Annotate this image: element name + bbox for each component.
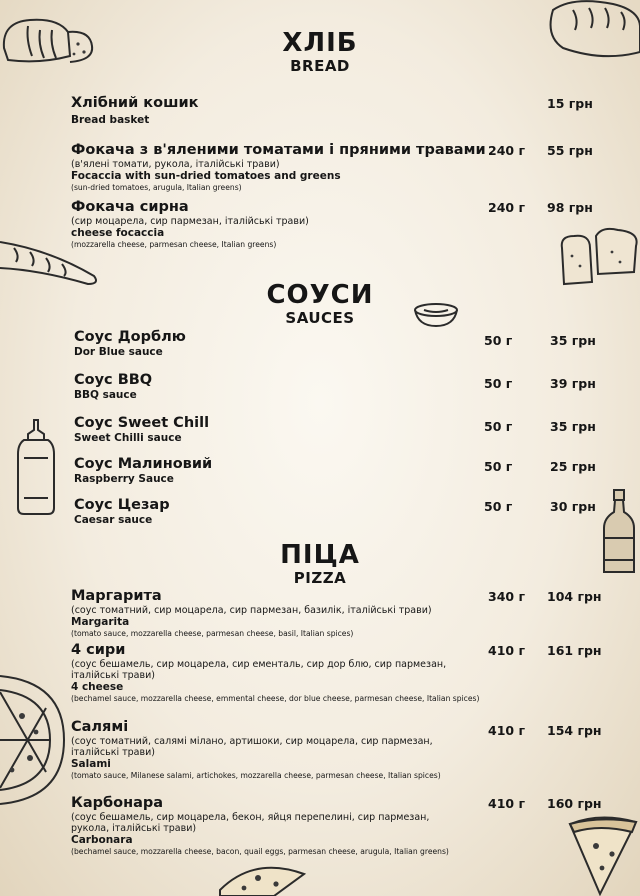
item-weight: 50 г <box>484 333 513 348</box>
item-price: 25 грн <box>550 459 596 474</box>
item-description: (соус бешамель, сир моцарела, бекон, яйця перепелині, сир пармезан, рукола, італійські трави) <box>71 812 430 834</box>
item-name-en: cheese focaccia <box>71 227 165 239</box>
section-title: ХЛІБ <box>282 28 358 58</box>
item-description: (в'ялені томати, рукола, італійські трави) <box>71 159 280 170</box>
menu-item <box>71 142 611 193</box>
item-weight: 50 г <box>484 419 513 434</box>
item-price: 98 грн <box>547 200 593 215</box>
item-description: (соус томатний, сир моцарела, сир пармезан, базилік, італійські трави) <box>71 605 432 616</box>
item-weight: 50 г <box>484 376 513 391</box>
item-price: 35 грн <box>550 333 596 348</box>
item-name-en: Bread basket <box>71 114 150 126</box>
item-name-en: 4 cheese <box>71 681 124 693</box>
section-subtitle: SAUCES <box>285 309 355 327</box>
item-name: Соус BBQ <box>74 372 153 388</box>
item-name-en: Dor Blue sauce <box>74 346 163 358</box>
item-name-en: Focaccia with sun-dried tomatoes and greens <box>71 170 341 182</box>
item-description-en: (bechamel sauce, mozzarella cheese, bacon, quail eggs, parmesan cheese, arugula, Italian greens) <box>71 847 449 856</box>
item-name: Карбонара <box>71 795 164 811</box>
menu-item <box>71 588 611 639</box>
section-heading-pizza <box>0 542 640 586</box>
menu-item <box>71 95 611 127</box>
item-name: Фокача сирна <box>71 199 189 215</box>
menu-item <box>71 199 611 250</box>
item-weight: 410 г <box>488 723 525 738</box>
item-name-en: Sweet Chilli sauce <box>74 432 182 444</box>
item-price: 39 грн <box>550 376 596 391</box>
item-name: 4 сири <box>71 642 126 658</box>
item-name: Соус Sweet Chill <box>74 415 210 431</box>
item-price: 55 грн <box>547 143 593 158</box>
item-description: (соус бешамель, сир моцарела, сир ементаль, сир дор блю, сир пармезан, італійські трави) <box>71 659 447 681</box>
item-name-en: Caesar sauce <box>74 514 153 526</box>
item-price: 161 грн <box>547 643 602 658</box>
item-name: Салямі <box>71 719 129 735</box>
item-description: (сир моцарела, сир пармезан, італійські трави) <box>71 216 309 227</box>
item-name-en: Margarita <box>71 616 130 628</box>
item-name: Маргарита <box>71 588 162 604</box>
item-price: 160 грн <box>547 796 602 811</box>
section-subtitle: PIZZA <box>293 569 347 587</box>
menu-item <box>74 329 604 358</box>
item-weight: 410 г <box>488 643 525 658</box>
menu-item <box>74 456 604 485</box>
section-subtitle: BREAD <box>290 57 350 75</box>
menu-item <box>71 642 611 704</box>
sauce-bottle-icon <box>14 418 58 518</box>
item-weight: 410 г <box>488 796 525 811</box>
section-title: СОУСИ <box>266 280 374 310</box>
pizza-icon <box>0 672 66 808</box>
item-name: Соус Малиновий <box>74 456 213 472</box>
item-name-en: Raspberry Sauce <box>74 473 174 485</box>
menu-item <box>74 415 604 444</box>
item-description: (соус томатний, салямі мілано, артишоки, сир моцарела, сир пармезан, італійські трави) <box>71 736 433 758</box>
item-name-en: BBQ sauce <box>74 389 137 401</box>
menu-item <box>71 795 611 857</box>
item-weight: 240 г <box>488 200 525 215</box>
item-name: Соус Дорблю <box>74 329 186 345</box>
item-price: 35 грн <box>550 419 596 434</box>
item-description-en: (tomato sauce, Milanese salami, artichokes, mozzarella cheese, parmesan cheese, Italian spices) <box>71 771 441 780</box>
item-name-en: Carbonara <box>71 834 133 846</box>
item-description-en: (tomato sauce, mozzarella cheese, parmesan cheese, basil, Italian spices) <box>71 629 354 638</box>
item-weight: 240 г <box>488 143 525 158</box>
item-price: 15 грн <box>547 96 593 111</box>
item-price: 154 грн <box>547 723 602 738</box>
menu-item <box>74 497 604 526</box>
menu-item <box>74 372 604 401</box>
item-name: Фокача з в'яленими томатами і пряними травами <box>71 142 486 158</box>
item-price: 30 грн <box>550 499 596 514</box>
item-name-en: Salami <box>71 758 111 770</box>
item-weight: 340 г <box>488 589 525 604</box>
section-heading-bread <box>0 30 640 74</box>
item-price: 104 грн <box>547 589 602 604</box>
item-description-en: (mozzarella cheese, parmesan cheese, Italian greens) <box>71 240 277 249</box>
section-heading-sauces <box>0 282 640 326</box>
section-title: ПІЦА <box>280 540 360 570</box>
pizza-slice-icon <box>214 856 310 896</box>
item-name: Соус Цезар <box>74 497 170 513</box>
item-weight: 50 г <box>484 459 513 474</box>
item-weight: 50 г <box>484 499 513 514</box>
menu-item <box>71 719 611 781</box>
item-description-en: (bechamel sauce, mozzarella cheese, emmental cheese, dor blue cheese, parmesan cheese, Italian spices) <box>71 694 480 703</box>
item-name: Хлібний кошик <box>71 95 199 111</box>
item-description-en: (sun-dried tomatoes, arugula, Italian greens) <box>71 183 242 192</box>
